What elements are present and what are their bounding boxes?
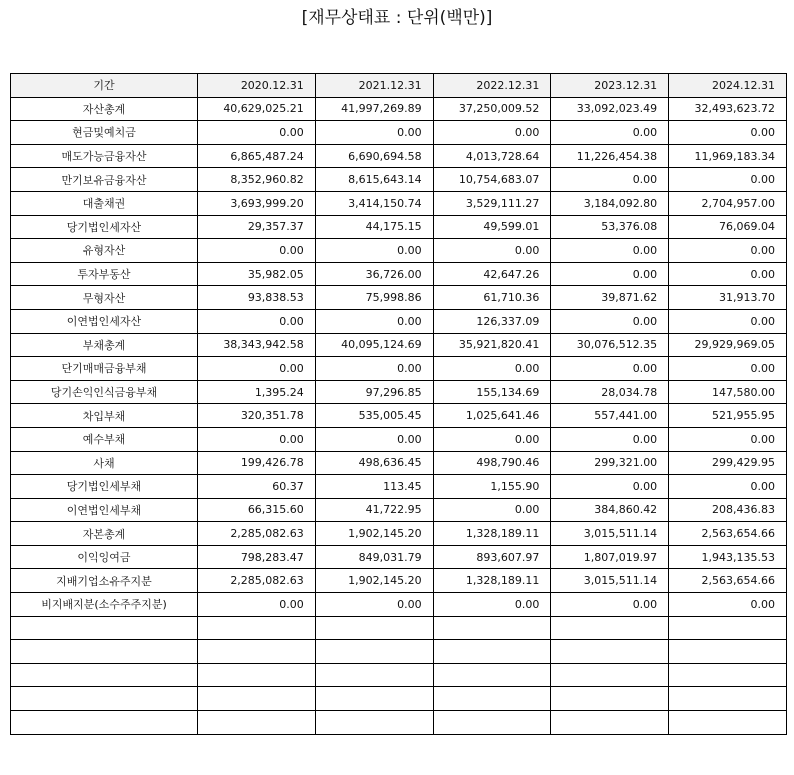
- table-cell: 0.00: [669, 357, 787, 381]
- table-row: [11, 569, 787, 593]
- table-cell: 3,015,511.14: [551, 569, 669, 593]
- table-cell: [669, 663, 787, 687]
- table-cell: 66,315.60: [198, 498, 316, 522]
- table-cell: [315, 687, 433, 711]
- table-cell: 53,376.08: [551, 215, 669, 239]
- row-label: 단기매매금융부채: [11, 357, 198, 381]
- table-cell: 3,184,092.80: [551, 191, 669, 215]
- table-cell: [433, 663, 551, 687]
- table-cell: 42,647.26: [433, 262, 551, 286]
- table-cell: 2,563,654.66: [669, 569, 787, 593]
- table-cell: 384,860.42: [551, 498, 669, 522]
- table-cell: [315, 663, 433, 687]
- table-row: [11, 191, 787, 215]
- table-cell: 61,710.36: [433, 286, 551, 310]
- table-row: [11, 333, 787, 357]
- table-cell: [198, 616, 316, 640]
- row-label: 현금및예치금: [11, 121, 198, 145]
- table-cell: 6,690,694.58: [315, 144, 433, 168]
- table-row: [11, 663, 787, 687]
- header-period: 기간: [11, 74, 198, 98]
- table-cell: [551, 640, 669, 664]
- table-cell: 3,414,150.74: [315, 191, 433, 215]
- table-cell: 60.37: [198, 475, 316, 499]
- table-row: [11, 427, 787, 451]
- row-label: 투자부동산: [11, 262, 198, 286]
- table-cell: 11,969,183.34: [669, 144, 787, 168]
- table-cell: 40,629,025.21: [198, 97, 316, 121]
- table-row: [11, 498, 787, 522]
- table-cell: 147,580.00: [669, 380, 787, 404]
- table-cell: [315, 711, 433, 735]
- table-cell: 40,095,124.69: [315, 333, 433, 357]
- table-cell: 0.00: [551, 593, 669, 617]
- table-cell: 0.00: [669, 262, 787, 286]
- table-cell: 1,807,019.97: [551, 545, 669, 569]
- table-cell: [198, 663, 316, 687]
- header-year: 2024.12.31: [669, 74, 787, 98]
- table-cell: 3,015,511.14: [551, 522, 669, 546]
- table-row: [11, 357, 787, 381]
- table-cell: [669, 687, 787, 711]
- table-cell: [315, 616, 433, 640]
- table-cell: 75,998.86: [315, 286, 433, 310]
- table-cell: 498,790.46: [433, 451, 551, 475]
- table-cell: [433, 711, 551, 735]
- table-cell: 4,013,728.64: [433, 144, 551, 168]
- table-cell: 44,175.15: [315, 215, 433, 239]
- table-cell: 849,031.79: [315, 545, 433, 569]
- table-cell: 1,943,135.53: [669, 545, 787, 569]
- table-cell: 498,636.45: [315, 451, 433, 475]
- table-cell: 0.00: [315, 239, 433, 263]
- table-cell: 1,155.90: [433, 475, 551, 499]
- table-row: [11, 451, 787, 475]
- table-row: [11, 522, 787, 546]
- table-cell: 0.00: [433, 593, 551, 617]
- table-cell: 1,328,189.11: [433, 522, 551, 546]
- table-row: [11, 144, 787, 168]
- table-cell: 0.00: [551, 239, 669, 263]
- table-cell: 0.00: [669, 309, 787, 333]
- row-label: 자본총계: [11, 522, 198, 546]
- table-cell: 11,226,454.38: [551, 144, 669, 168]
- table-cell: 0.00: [198, 593, 316, 617]
- table-cell: 0.00: [551, 475, 669, 499]
- table-cell: [433, 616, 551, 640]
- table-cell: 208,436.83: [669, 498, 787, 522]
- table-row: [11, 286, 787, 310]
- table-cell: 299,429.95: [669, 451, 787, 475]
- row-label: 이연법인세부채: [11, 498, 198, 522]
- table-cell: 6,865,487.24: [198, 144, 316, 168]
- table-row: [11, 711, 787, 735]
- table-cell: 0.00: [669, 475, 787, 499]
- table-cell: 36,726.00: [315, 262, 433, 286]
- table-cell: [669, 616, 787, 640]
- table-cell: 557,441.00: [551, 404, 669, 428]
- table-cell: [315, 640, 433, 664]
- table-cell: 38,343,942.58: [198, 333, 316, 357]
- table-cell: 521,955.95: [669, 404, 787, 428]
- table-cell: [551, 687, 669, 711]
- table-cell: 2,704,957.00: [669, 191, 787, 215]
- table-cell: 798,283.47: [198, 545, 316, 569]
- table-cell: 30,076,512.35: [551, 333, 669, 357]
- row-label: 부채총계: [11, 333, 198, 357]
- table-cell: 0.00: [315, 593, 433, 617]
- row-label: 예수부채: [11, 427, 198, 451]
- table-cell: [551, 616, 669, 640]
- table-cell: 155,134.69: [433, 380, 551, 404]
- table-cell: 0.00: [198, 239, 316, 263]
- table-cell: [669, 711, 787, 735]
- table-cell: 2,563,654.66: [669, 522, 787, 546]
- table-cell: 0.00: [551, 262, 669, 286]
- row-label: 차입부채: [11, 404, 198, 428]
- table-cell: 0.00: [433, 121, 551, 145]
- table-cell: [433, 640, 551, 664]
- table-cell: 893,607.97: [433, 545, 551, 569]
- table-cell: 35,921,820.41: [433, 333, 551, 357]
- table-row: [11, 215, 787, 239]
- table-row: [11, 239, 787, 263]
- row-label: 만기보유금융자산: [11, 168, 198, 192]
- balance-sheet-table: [10, 73, 787, 735]
- row-label: 비지배지분(소수주주지분): [11, 593, 198, 617]
- table-row: [11, 404, 787, 428]
- table-cell: 0.00: [669, 121, 787, 145]
- table-cell: 37,250,009.52: [433, 97, 551, 121]
- row-label: 매도가능금융자산: [11, 144, 198, 168]
- table-cell: 2,285,082.63: [198, 522, 316, 546]
- table-cell: 535,005.45: [315, 404, 433, 428]
- header-year: 2021.12.31: [315, 74, 433, 98]
- row-label: 이익잉여금: [11, 545, 198, 569]
- table-cell: 1,902,145.20: [315, 569, 433, 593]
- table-cell: 32,493,623.72: [669, 97, 787, 121]
- row-label: 당기법인세부채: [11, 475, 198, 499]
- header-year: 2023.12.31: [551, 74, 669, 98]
- table-cell: 41,997,269.89: [315, 97, 433, 121]
- table-cell: 29,357.37: [198, 215, 316, 239]
- table-row: [11, 687, 787, 711]
- row-label: 당기손익인식금융부채: [11, 380, 198, 404]
- table-cell: 0.00: [551, 121, 669, 145]
- table-cell: 1,395.24: [198, 380, 316, 404]
- table-cell: 35,982.05: [198, 262, 316, 286]
- table-cell: 0.00: [433, 498, 551, 522]
- table-cell: 93,838.53: [198, 286, 316, 310]
- row-label: [11, 616, 198, 640]
- row-label: 당기법인세자산: [11, 215, 198, 239]
- table-cell: 41,722.95: [315, 498, 433, 522]
- table-cell: 1,902,145.20: [315, 522, 433, 546]
- row-label: 이연법인세자산: [11, 309, 198, 333]
- table-cell: [551, 711, 669, 735]
- row-label: 지배기업소유주지분: [11, 569, 198, 593]
- table-cell: 0.00: [551, 357, 669, 381]
- table-cell: [198, 711, 316, 735]
- table-cell: 0.00: [315, 121, 433, 145]
- row-label: 자산총계: [11, 97, 198, 121]
- page-title: [재무상태표 : 단위(백만)]: [301, 8, 493, 28]
- row-label: 무형자산: [11, 286, 198, 310]
- table-cell: 0.00: [551, 427, 669, 451]
- table-cell: [551, 663, 669, 687]
- table-cell: 97,296.85: [315, 380, 433, 404]
- table-cell: 0.00: [198, 309, 316, 333]
- table-row: [11, 121, 787, 145]
- table-cell: 320,351.78: [198, 404, 316, 428]
- row-label: [11, 711, 198, 735]
- table-cell: 0.00: [433, 427, 551, 451]
- table-cell: 2,285,082.63: [198, 569, 316, 593]
- table-cell: 31,913.70: [669, 286, 787, 310]
- table-cell: 0.00: [551, 168, 669, 192]
- table-row: [11, 616, 787, 640]
- table-cell: 0.00: [198, 357, 316, 381]
- row-label: 대출채권: [11, 191, 198, 215]
- table-cell: 0.00: [669, 239, 787, 263]
- table-cell: [198, 687, 316, 711]
- row-label: 사채: [11, 451, 198, 475]
- table-row: [11, 593, 787, 617]
- table-cell: 0.00: [433, 357, 551, 381]
- table-cell: 76,069.04: [669, 215, 787, 239]
- table-row: [11, 380, 787, 404]
- table-cell: 0.00: [315, 357, 433, 381]
- table-cell: 3,529,111.27: [433, 191, 551, 215]
- table-cell: 49,599.01: [433, 215, 551, 239]
- table-cell: 0.00: [551, 309, 669, 333]
- table-row: [11, 545, 787, 569]
- table-row: [11, 262, 787, 286]
- header-year: 2022.12.31: [433, 74, 551, 98]
- table-body: [11, 97, 787, 734]
- table-header: [11, 74, 787, 98]
- table-cell: 299,321.00: [551, 451, 669, 475]
- table-row: [11, 309, 787, 333]
- table-cell: 199,426.78: [198, 451, 316, 475]
- table-cell: 0.00: [669, 593, 787, 617]
- table-cell: 1,025,641.46: [433, 404, 551, 428]
- table-cell: 0.00: [198, 121, 316, 145]
- row-label: [11, 663, 198, 687]
- table-cell: 39,871.62: [551, 286, 669, 310]
- row-label: [11, 687, 198, 711]
- table-cell: 3,693,999.20: [198, 191, 316, 215]
- header-row: [11, 74, 787, 98]
- table-row: [11, 97, 787, 121]
- table-row: [11, 475, 787, 499]
- header-year: 2020.12.31: [198, 74, 316, 98]
- table-cell: 0.00: [315, 309, 433, 333]
- table-cell: 113.45: [315, 475, 433, 499]
- table-cell: 10,754,683.07: [433, 168, 551, 192]
- table-cell: [433, 687, 551, 711]
- row-label: 유형자산: [11, 239, 198, 263]
- table-row: [11, 640, 787, 664]
- table-cell: 8,352,960.82: [198, 168, 316, 192]
- table-cell: [198, 640, 316, 664]
- table-cell: 0.00: [198, 427, 316, 451]
- table-cell: 29,929,969.05: [669, 333, 787, 357]
- table-cell: 28,034.78: [551, 380, 669, 404]
- row-label: [11, 640, 198, 664]
- table-cell: 0.00: [433, 239, 551, 263]
- table-cell: 1,328,189.11: [433, 569, 551, 593]
- table-cell: 33,092,023.49: [551, 97, 669, 121]
- table-row: [11, 168, 787, 192]
- table-cell: 8,615,643.14: [315, 168, 433, 192]
- table-cell: 0.00: [669, 168, 787, 192]
- table-cell: [669, 640, 787, 664]
- table-cell: 0.00: [669, 427, 787, 451]
- table-cell: 0.00: [315, 427, 433, 451]
- table-cell: 126,337.09: [433, 309, 551, 333]
